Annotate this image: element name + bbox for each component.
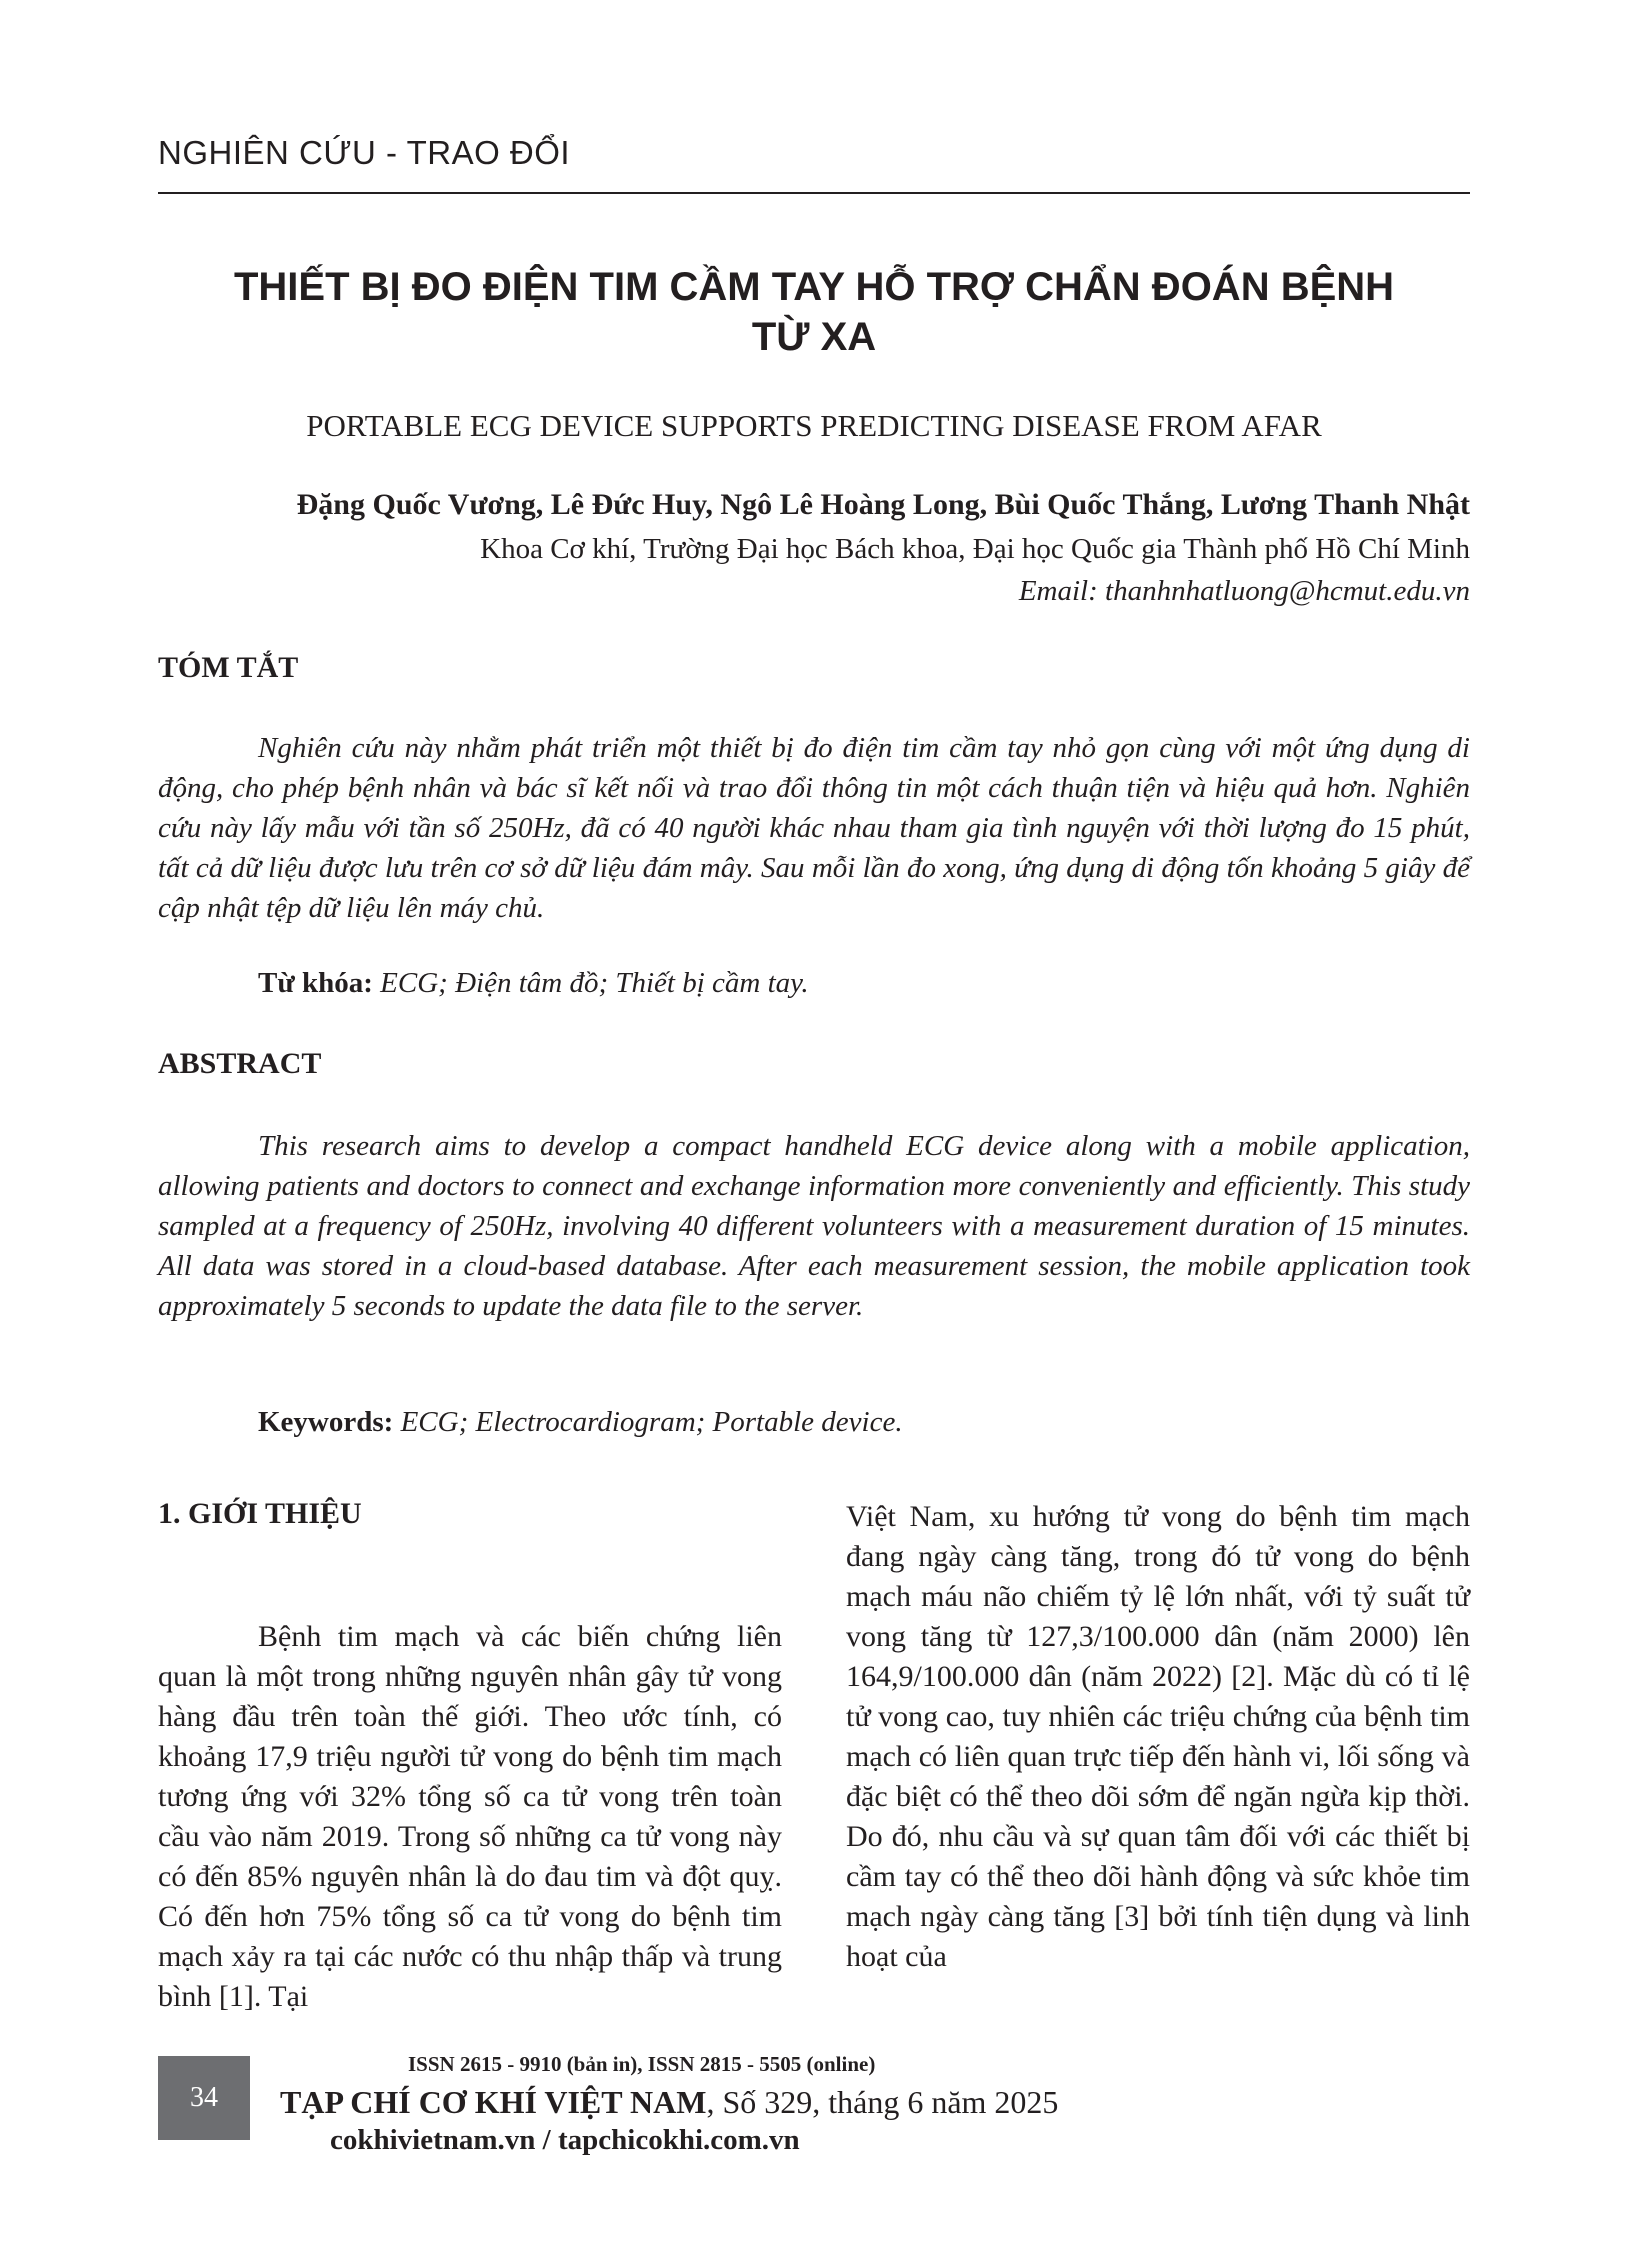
keywords-vi-values: ECG; Điện tâm đồ; Thiết bị cầm tay. <box>372 967 809 999</box>
intro-heading: 1. GIỚI THIỆU <box>158 1497 362 1530</box>
section-header: NGHIÊN CỨU - TRAO ĐỔI <box>158 134 571 171</box>
summary-text: Nghiên cứu này nhằm phát triển một thiết bị đo điện tim cầm tay nhỏ gọn cùng với một ứng dụng di động, cho phép bệnh nhân và bác sĩ kết nối và trao đổi thông tin một cách thuận tiện và hiệu quả hơn. Nghiên cứu này lấy mẫu với tần số 250Hz, đã có 40 người khác nhau tham gia tình nguyện với thời lượng đo 15 phút, tất cả dữ liệu được lưu trên cơ sở dữ liệu đám mây. Sau mỗi lần đo xong, ứng dụng di động tốn khoảng 5 giây để cập nhật tệp dữ liệu lên máy chủ. <box>158 732 1470 924</box>
affiliation: Khoa Cơ khí, Trường Đại học Bách khoa, Đại học Quốc gia Thành phố Hồ Chí Minh <box>480 533 1470 565</box>
abstract-text: This research aims to develop a compact handheld ECG device along with a mobile application, allowing patients and doctors to connect and exchange information more conveniently and efficiently. This study sampled at a frequency of 250Hz, involving 40 different volunteers with a measurement duration of 15 minutes. All data was stored in a cloud-based database. After each measurement session, the mobile application took approximately 5 seconds to update the data file to the server. <box>158 1130 1470 1322</box>
footer-issn: ISSN 2615 - 9910 (bản in), ISSN 2815 - 5505 (online) <box>408 2052 876 2076</box>
abstract-heading: ABSTRACT <box>158 1047 322 1080</box>
intro-right-column: Việt Nam, xu hướng tử vong do bệnh tim mạch đang ngày càng tăng, trong đó tử vong do bệnh mạch máu não chiếm tỷ lệ lớn nhất, với tỷ suất tử vong tăng từ 127,3/100.000 dân (năm 2000) lên 164,9/100.000 dân (năm 2022) [2]. Mặc dù có tỉ lệ tử vong cao, tuy nhiên các triệu chứng của bệnh tim mạch có liên quan trực tiếp đến hành vi, lối sống và đặc biệt có thể theo dõi sớm để ngăn ngừa kịp thời. Do đó, nhu cầu và sự quan tâm đối với các thiết bị cầm tay có thể theo dõi hành động và sức khỏe tim mạch ngày càng tăng [3] bởi tính tiện dụng và linh hoạt của <box>846 1500 1470 1973</box>
footer-websites: cokhivietnam.vn / tapchicokhi.com.vn <box>330 2124 800 2156</box>
footer-journal <box>280 2084 1058 2121</box>
keywords-vi-label: Từ khóa: <box>258 967 373 999</box>
keywords-en-values: ECG; Electrocardiogram; Portable device. <box>393 1406 903 1438</box>
summary-heading: TÓM TẮT <box>158 651 299 684</box>
page-number: 34 <box>158 2056 250 2140</box>
article-title-line-1: THIẾT BỊ ĐO ĐIỆN TIM CẦM TAY HỖ TRỢ CHẨN ĐOÁN BỆNH <box>233 265 1395 309</box>
article-title <box>158 262 1470 362</box>
keywords-en-label: Keywords: <box>258 1406 394 1438</box>
journal-name: TẠP CHÍ CƠ KHÍ VIỆT NAM <box>280 2084 707 2120</box>
journal-issue: , Số 329, tháng 6 năm 2025 <box>706 2084 1059 2120</box>
authors: Đặng Quốc Vương, Lê Đức Huy, Ngô Lê Hoàng Long, Bùi Quốc Thắng, Lương Thanh Nhật <box>296 488 1470 521</box>
intro-left-column: Bệnh tim mạch và các biến chứng liên quan là một trong những nguyên nhân gây tử vong hàng đầu trên toàn thế giới. Theo ước tính, có khoảng 17,9 triệu người tử vong do bệnh tim mạch tương ứng với 32% tổng số ca tử vong trên toàn cầu vào năm 2019. Trong số những ca tử vong này có đến 85% nguyên nhân là do đau tim và đột quỵ. Có đến hơn 75% tổng số ca tử vong do bệnh tim mạch xảy ra tại các nước có thu nhập thấp và trung bình [1]. Tại <box>158 1620 782 2013</box>
keywords-vi <box>258 967 809 1000</box>
author-email: Email: thanhnhatluong@hcmut.edu.vn <box>1018 575 1470 607</box>
article-title-line-2: TỪ XA <box>751 315 877 359</box>
article-title-english: PORTABLE ECG DEVICE SUPPORTS PREDICTING DISEASE FROM AFAR <box>306 408 1322 443</box>
keywords-en <box>258 1406 903 1439</box>
header-divider <box>158 192 1470 194</box>
